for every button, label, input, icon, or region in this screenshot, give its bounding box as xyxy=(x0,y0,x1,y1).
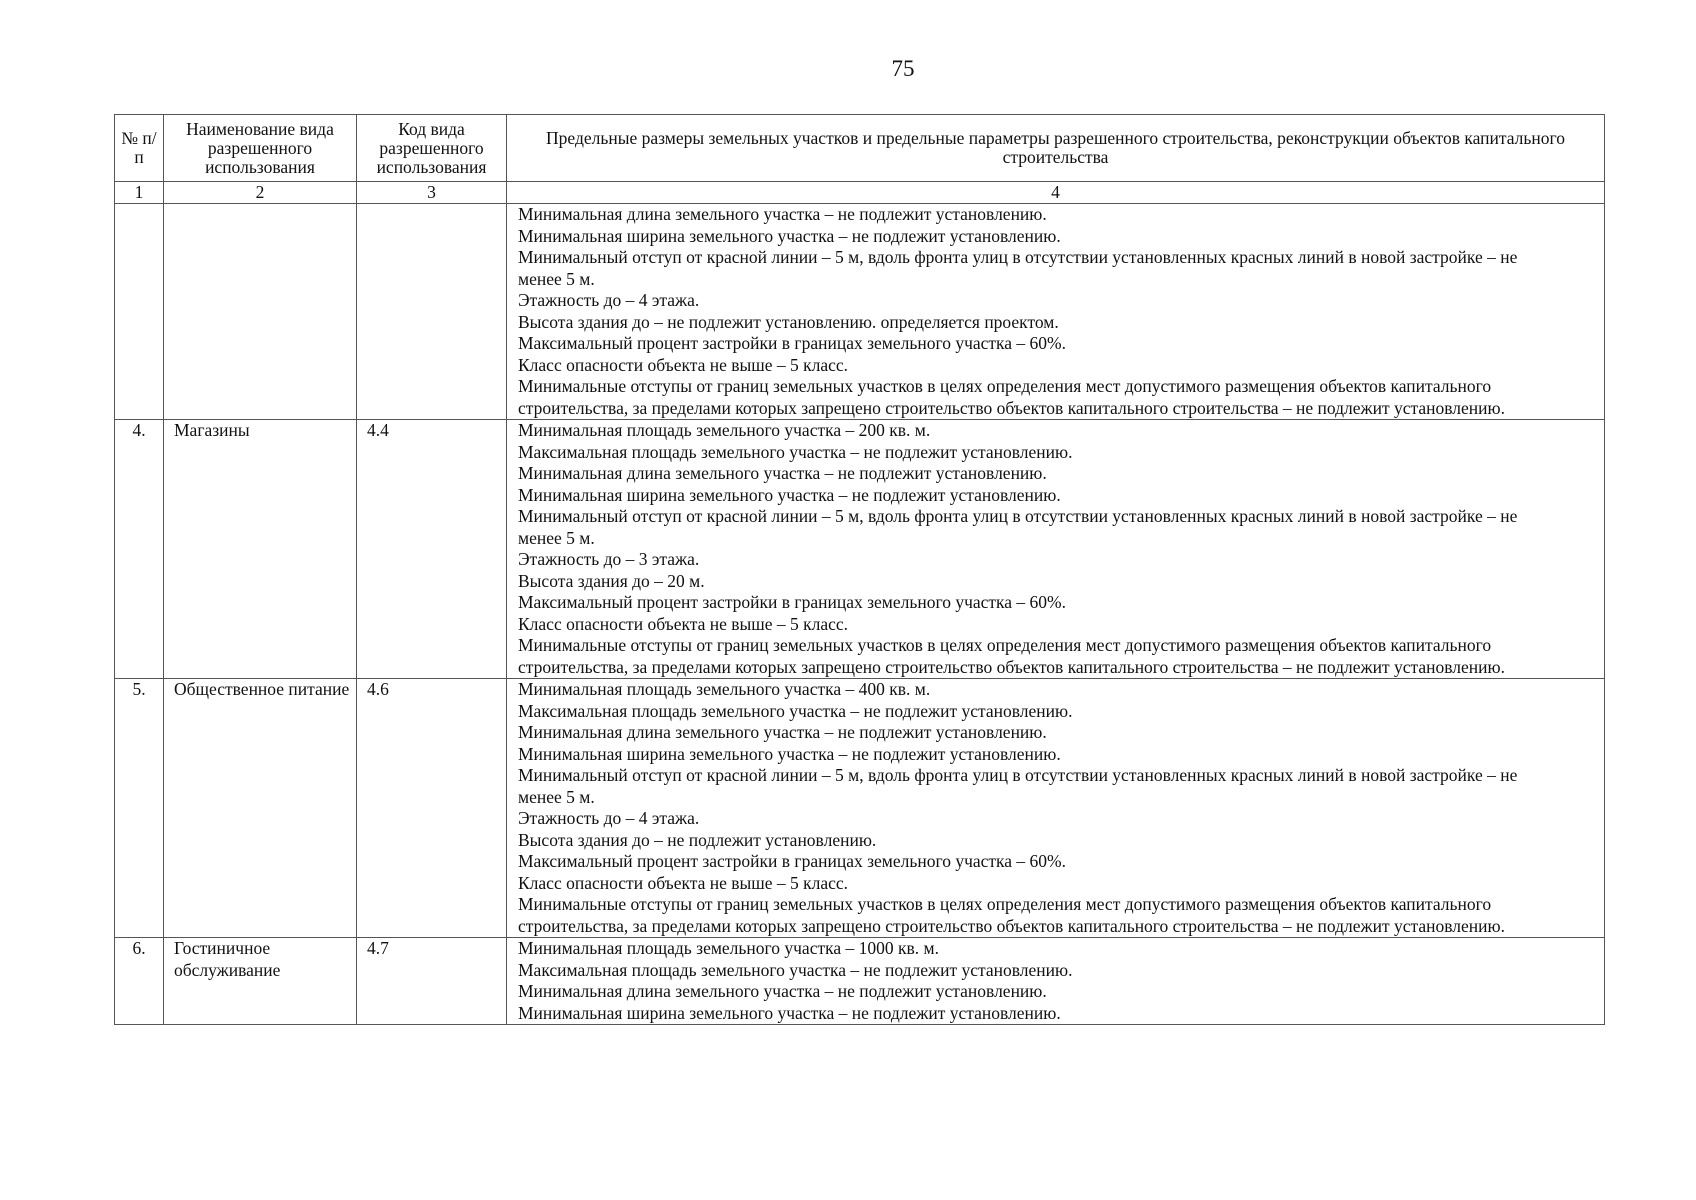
parameter-line: Минимальные отступы от границ земельных участков в целях определения мест допустимого размещения объектов капитального строительства, за пределами которых запрещено строительство объектов капитального строительства – не подлежит установлению. xyxy=(518,376,1505,418)
row-number-cell: 6. xyxy=(115,938,164,1025)
parameter-line: Минимальная ширина земельного участка – не подлежит установлению. xyxy=(518,484,1061,505)
header-num: № п/п xyxy=(115,115,164,182)
row-number-cell: 5. xyxy=(115,679,164,938)
parameter-line: Минимальный отступ от красной линии – 5 м, вдоль фронта улиц в отсутствии установленных красных линий в новой застройке – не менее 5 м. xyxy=(518,506,1518,548)
row-number-cell xyxy=(115,204,164,420)
table-body xyxy=(115,204,1605,1025)
parameters-cell xyxy=(507,938,1605,1025)
parameter-line: Максимальный процент застройки в границах земельного участка – 60%. xyxy=(518,851,1067,871)
parameter-line: Высота здания до – не подлежит установлению. xyxy=(518,829,877,850)
parameter-line: Минимальная длина земельного участка – не подлежит установлению. xyxy=(518,463,1047,483)
header-code: Код вида разрешенного использования xyxy=(357,115,507,182)
parameter-line: Минимальная площадь земельного участка – 1000 кв. м. xyxy=(518,938,939,958)
parameter-line: Минимальные отступы от границ земельных участков в целях определения мест допустимого размещения объектов капитального строительства, за пределами которых запрещено строительство объектов капитального строительства – не подлежит установлению. xyxy=(518,635,1505,677)
parameter-line: Максимальная площадь земельного участка – не подлежит установлению. xyxy=(518,441,1073,462)
parameter-line: Высота здания до – не подлежит установлению. определяется проектом. xyxy=(518,311,1059,332)
use-code-cell: 4.4 xyxy=(357,420,507,679)
use-code-cell: 4.7 xyxy=(357,938,507,1025)
use-code-cell xyxy=(357,204,507,420)
parameters-cell xyxy=(507,679,1605,938)
parameters-cell xyxy=(507,204,1605,420)
column-number: 4 xyxy=(507,182,1605,204)
parameter-line: Класс опасности объекта не выше – 5 класс. xyxy=(518,872,849,893)
parameter-line: Максимальная площадь земельного участка – не подлежит установлению. xyxy=(518,959,1073,980)
column-number: 3 xyxy=(357,182,507,204)
parameter-line: Минимальная площадь земельного участка – 400 кв. м. xyxy=(518,679,931,699)
parameter-line: Высота здания до – 20 м. xyxy=(518,570,705,591)
table-row xyxy=(115,420,1605,679)
header-params: Предельные размеры земельных участков и предельные параметры разрешенного строительства, реконструкции объектов капитального строительства xyxy=(507,115,1605,182)
parameter-line: Минимальная длина земельного участка – не подлежит установлению. xyxy=(518,981,1047,1001)
page-number: 75 xyxy=(891,56,915,81)
table-row xyxy=(115,204,1605,420)
use-name-cell: Общественное питание xyxy=(164,679,357,938)
parameter-line: Минимальная длина земельного участка – не подлежит установлению. xyxy=(518,204,1047,224)
use-code-cell: 4.6 xyxy=(357,679,507,938)
parameter-line: Максимальная площадь земельного участка – не подлежит установлению. xyxy=(518,700,1073,721)
column-number: 1 xyxy=(115,182,164,204)
parameter-line: Максимальный процент застройки в границах земельного участка – 60%. xyxy=(518,592,1067,612)
parameter-line: Класс опасности объекта не выше – 5 класс. xyxy=(518,354,849,375)
parameter-line: Минимальная ширина земельного участка – не подлежит установлению. xyxy=(518,225,1061,246)
parameter-line: Минимальный отступ от красной линии – 5 м, вдоль фронта улиц в отсутствии установленных красных линий в новой застройке – не менее 5 м. xyxy=(518,247,1518,289)
use-name-cell xyxy=(164,204,357,420)
use-name-cell: Магазины xyxy=(164,420,357,679)
table-row xyxy=(115,679,1605,938)
parameters-cell xyxy=(507,420,1605,679)
parameter-line: Этажность до – 3 этажа. xyxy=(518,549,700,569)
column-number: 2 xyxy=(164,182,357,204)
parameter-line: Минимальный отступ от красной линии – 5 м, вдоль фронта улиц в отсутствии установленных красных линий в новой застройке – не менее 5 м. xyxy=(518,765,1518,807)
parameter-line: Класс опасности объекта не выше – 5 класс. xyxy=(518,613,849,634)
header-name: Наименование вида разрешенного использования xyxy=(164,115,357,182)
land-use-parameters-table xyxy=(114,114,1605,1025)
parameter-line: Этажность до – 4 этажа. xyxy=(518,808,700,828)
parameter-line: Минимальная длина земельного участка – не подлежит установлению. xyxy=(518,722,1047,742)
table-header-row xyxy=(115,115,1605,182)
parameter-line: Минимальная ширина земельного участка – не подлежит установлению. xyxy=(518,1002,1061,1023)
parameter-line: Минимальная площадь земельного участка – 200 кв. м. xyxy=(518,420,931,440)
parameter-line: Минимальная ширина земельного участка – не подлежит установлению. xyxy=(518,743,1061,764)
use-name-cell: Гостиничное обслуживание xyxy=(164,938,357,1025)
parameter-line: Максимальный процент застройки в границах земельного участка – 60%. xyxy=(518,333,1067,353)
parameter-line: Минимальные отступы от границ земельных участков в целях определения мест допустимого размещения объектов капитального строительства, за пределами которых запрещено строительство объектов капитального строительства – не подлежит установлению. xyxy=(518,894,1505,936)
row-number-cell: 4. xyxy=(115,420,164,679)
table-row xyxy=(115,938,1605,1025)
column-number-row xyxy=(115,182,1605,204)
parameter-line: Этажность до – 4 этажа. xyxy=(518,290,700,310)
